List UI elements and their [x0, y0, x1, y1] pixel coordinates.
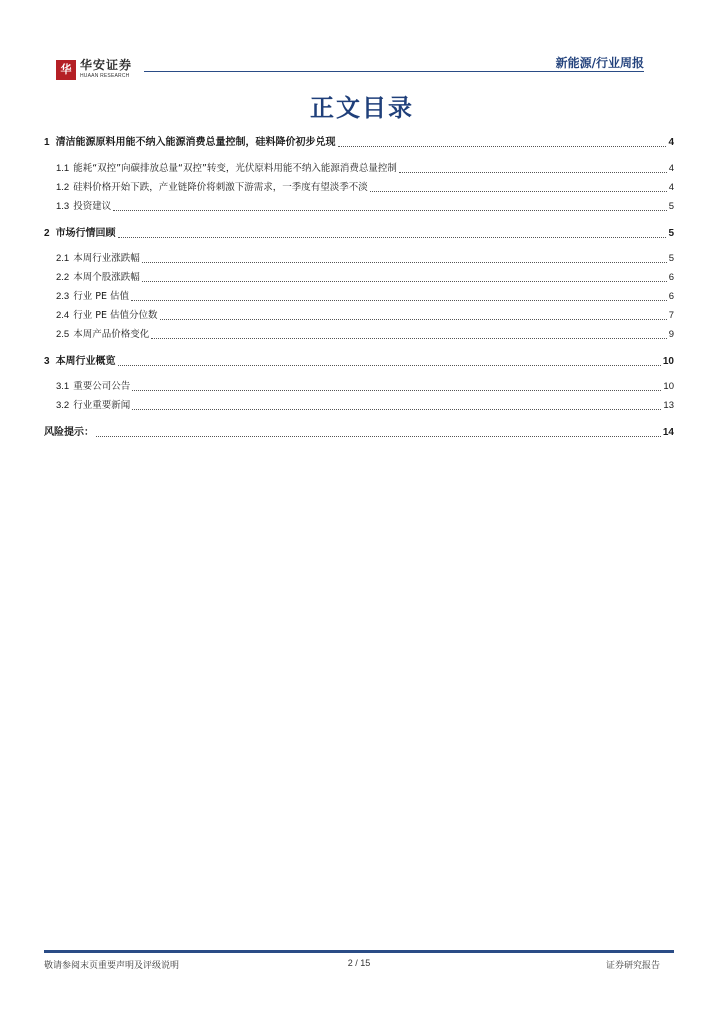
toc-entry-title: 投资建议 [73, 201, 112, 212]
toc-entry-page: 5 [668, 201, 674, 212]
toc-leader-dots [132, 389, 661, 391]
toc-entry[interactable] [44, 136, 674, 150]
toc-entry-title: 能耗“双控”向碳排放总量“双控”转变，光伏原料用能不纳入能源消费总量控制 [73, 163, 397, 174]
toc-entry-title: 清洁能源原料用能不纳入能源消费总量控制，硅料降价初步兑现 [55, 137, 336, 148]
toc-entry[interactable] [44, 271, 674, 285]
toc-entry-title: 本周行业涨跌幅 [73, 253, 140, 264]
document-type: 证券研究报告 [605, 961, 660, 971]
brand-name: 华安证券 [80, 58, 133, 72]
toc-entry-page: 4 [668, 137, 674, 148]
toc-leader-dots [160, 318, 667, 320]
toc-entry-number: 1.1 [56, 163, 70, 174]
toc-entry[interactable] [44, 355, 674, 369]
toc-entry-page: 10 [663, 381, 674, 392]
toc-leader-dots [142, 280, 667, 282]
page-number: 2 / 15 [347, 958, 371, 968]
header-divider [144, 71, 644, 72]
toc-entry-number: 3 [44, 356, 50, 367]
toc-entry[interactable] [44, 181, 674, 195]
footer-divider [44, 950, 674, 953]
toc-entry[interactable] [44, 380, 674, 394]
page-footer [44, 950, 674, 980]
toc-entry[interactable] [44, 162, 674, 176]
toc-entry-number: 1.2 [56, 182, 70, 193]
toc-leader-dots [142, 261, 667, 263]
toc-leader-dots [132, 408, 661, 410]
toc-entry[interactable] [44, 200, 674, 214]
toc-entry-title: 风险提示： [44, 427, 94, 438]
toc-entry-page: 10 [662, 356, 674, 367]
toc-entry-number: 2.3 [56, 291, 70, 302]
toc-entry-number: 1 [44, 137, 50, 148]
toc-entry-title: 本周个股涨跌幅 [73, 272, 140, 283]
toc-entry-page: 5 [668, 253, 674, 264]
toc-entry-number: 2.2 [56, 272, 70, 283]
toc-entry-title: 行业 PE 估值分位数 [73, 310, 158, 321]
toc-leader-dots [118, 236, 667, 238]
toc-leader-dots [151, 337, 666, 339]
toc-entry-title: 本周行业概览 [55, 356, 116, 367]
toc-entry-title: 硅料价格开始下跌，产业链降价将刺激下游需求，一季度有望淡季不淡 [73, 182, 368, 193]
toc-entry-title: 重要公司公告 [73, 381, 131, 392]
toc-entry-page: 7 [668, 310, 674, 321]
toc-entry-page: 14 [662, 427, 674, 438]
toc-leader-dots [338, 145, 667, 147]
toc-entry-number: 2.4 [56, 310, 70, 321]
footer-disclaimer: 敬请参阅末页重要声明及评级说明 [44, 961, 180, 971]
toc-entry-page: 6 [668, 272, 674, 283]
toc-entry-page: 5 [668, 228, 674, 239]
toc-leader-dots [113, 209, 666, 211]
toc-entry[interactable] [44, 290, 674, 304]
toc-entry[interactable] [44, 399, 674, 413]
toc-entry-title: 行业 PE 估值 [73, 291, 129, 302]
toc-entry[interactable] [44, 309, 674, 323]
toc-entry[interactable] [44, 252, 674, 266]
toc-entry-number: 3.2 [56, 400, 70, 411]
toc-entry-title: 本周产品价格变化 [73, 329, 150, 340]
toc-entry-page: 4 [668, 163, 674, 174]
toc-entry-number: 1.3 [56, 201, 70, 212]
toc-entry[interactable] [44, 426, 674, 440]
toc-entry-number: 2.5 [56, 329, 70, 340]
toc-entry-page: 9 [668, 329, 674, 340]
toc-entry-number: 3.1 [56, 381, 70, 392]
toc-leader-dots [131, 299, 667, 301]
page-header [44, 54, 674, 84]
toc-entry[interactable] [44, 328, 674, 342]
toc-entry-page: 4 [668, 182, 674, 193]
toc-leader-dots [118, 364, 661, 366]
toc-entry-page: 13 [663, 400, 674, 411]
toc-entry-title: 市场行情回顾 [55, 228, 116, 239]
toc-entry-title: 行业重要新闻 [73, 400, 131, 411]
toc-entry[interactable] [44, 227, 674, 241]
page-title: 正文目录 [310, 94, 414, 122]
report-category: 新能源/行业周报 [555, 56, 644, 70]
toc-leader-dots [96, 435, 661, 437]
toc-entry-number: 2 [44, 228, 50, 239]
toc-leader-dots [399, 171, 667, 173]
toc-leader-dots [370, 190, 667, 192]
brand-subtitle: HUAAN RESEARCH [80, 73, 130, 79]
brand-logo-icon: 华 [56, 60, 76, 80]
toc-entry-page: 6 [668, 291, 674, 302]
toc-entry-number: 2.1 [56, 253, 70, 264]
